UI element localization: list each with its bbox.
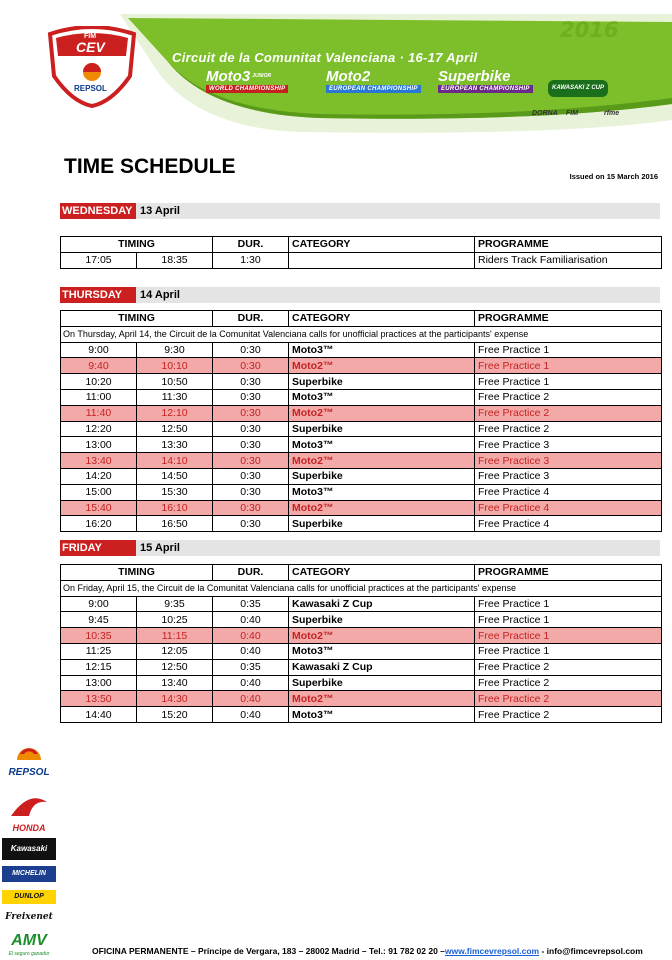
category: Moto2™ (289, 453, 475, 469)
category: Superbike (289, 675, 475, 691)
moto3-name: Moto3 (206, 68, 251, 85)
duration: 0:30 (213, 342, 289, 358)
category: Moto3™ (289, 643, 475, 659)
repsol-text: REPSOL (8, 767, 50, 778)
category: Kawasaki Z Cup (289, 596, 475, 612)
start-time: 15:00 (61, 484, 137, 500)
day-date: 14 April (140, 289, 180, 301)
end-time: 9:30 (137, 342, 213, 358)
end-time: 13:30 (137, 437, 213, 453)
table-row (61, 453, 662, 469)
programme: Free Practice 2 (475, 707, 662, 723)
kawasaki-cup-logo (548, 78, 608, 97)
moto3-suffix: JUNIOR (252, 73, 272, 79)
programme: Free Practice 1 (475, 628, 662, 644)
category: Moto2™ (289, 358, 475, 374)
dunlop-sponsor-logo: DUNLOP (2, 890, 56, 904)
issued-date: Issued on 15 March 2016 (569, 172, 658, 181)
duration: 0:40 (213, 643, 289, 659)
category: Superbike (289, 374, 475, 390)
footer-website-link[interactable]: www.fimcevrepsol.com (444, 946, 540, 956)
end-time: 12:10 (137, 405, 213, 421)
programme: Free Practice 2 (475, 675, 662, 691)
start-time: 14:20 (61, 468, 137, 484)
amv-tagline: El seguro ganador (8, 951, 50, 957)
schedule-table-thursday (60, 310, 662, 532)
day-header-wednesday (60, 203, 660, 219)
superbike-sub: EUROPEAN CHAMPIONSHIP (438, 85, 533, 93)
logo-sponsor-text: REPSOL (74, 84, 107, 93)
header-category: CATEGORY (289, 237, 475, 253)
end-time: 18:35 (137, 252, 213, 268)
season-year: 2016 (560, 18, 619, 42)
category: Superbike (289, 516, 475, 532)
category: Moto2™ (289, 628, 475, 644)
table-row (61, 516, 662, 532)
table-row (61, 484, 662, 500)
amv-sponsor-logo: AMV (11, 932, 47, 949)
table-row (61, 628, 662, 644)
moto2-logo (326, 70, 421, 93)
programme: Free Practice 3 (475, 468, 662, 484)
header-category: CATEGORY (289, 565, 475, 581)
organiser-rfme: rfme (604, 110, 620, 117)
header-banner (0, 0, 672, 140)
table-row (61, 252, 662, 268)
end-time: 10:10 (137, 358, 213, 374)
end-time: 9:35 (137, 596, 213, 612)
duration: 0:30 (213, 453, 289, 469)
category: Moto3™ (289, 342, 475, 358)
day-date: 15 April (140, 542, 180, 554)
start-time: 13:40 (61, 453, 137, 469)
schedule-table-wednesday (60, 236, 662, 269)
start-time: 9:00 (61, 596, 137, 612)
kawasaki-cup-name: KAWASAKI Z CUP (548, 80, 608, 97)
start-time: 11:25 (61, 643, 137, 659)
programme: Free Practice 2 (475, 389, 662, 405)
start-time: 14:40 (61, 707, 137, 723)
duration: 0:30 (213, 389, 289, 405)
programme: Free Practice 1 (475, 596, 662, 612)
table-row (61, 437, 662, 453)
programme: Free Practice 2 (475, 421, 662, 437)
programme: Free Practice 4 (475, 516, 662, 532)
start-time: 15:40 (61, 500, 137, 516)
start-time: 9:45 (61, 612, 137, 628)
duration: 1:30 (213, 252, 289, 268)
honda-wing-icon (9, 794, 49, 818)
category: Moto3™ (289, 389, 475, 405)
notice-text: On Friday, April 15, the Circuit de la Comunitat Valenciana calls for unofficial practices at the participants' expense (61, 580, 662, 596)
table-row (61, 389, 662, 405)
programme: Free Practice 4 (475, 500, 662, 516)
table-header-row (61, 311, 662, 327)
cev-repsol-logo (42, 26, 142, 108)
organiser-fim: FIM (566, 110, 579, 117)
category (289, 252, 475, 268)
end-time: 15:20 (137, 707, 213, 723)
day-label: WEDNESDAY (60, 203, 136, 219)
table-row (61, 691, 662, 707)
programme: Free Practice 1 (475, 374, 662, 390)
header-timing: TIMING (61, 565, 213, 581)
repsol-flame-icon (14, 740, 44, 762)
honda-text: HONDA (12, 823, 46, 833)
end-time: 14:10 (137, 453, 213, 469)
start-time: 11:40 (61, 405, 137, 421)
table-row (61, 707, 662, 723)
end-time: 16:50 (137, 516, 213, 532)
moto2-sub: EUROPEAN CHAMPIONSHIP (326, 85, 421, 93)
category: Moto2™ (289, 405, 475, 421)
superbike-logo (438, 70, 533, 93)
event-circuit-date: Circuit de la Comunitat Valenciana · 16-17 April (172, 50, 478, 65)
start-time: 9:40 (61, 358, 137, 374)
table-row (61, 342, 662, 358)
footer-label: OFICINA PERMANENTE (92, 946, 189, 956)
duration: 0:30 (213, 421, 289, 437)
table-row (61, 659, 662, 675)
end-time: 11:30 (137, 389, 213, 405)
superbike-name: Superbike (438, 68, 511, 85)
organiser-dorna: DORNA (532, 110, 558, 117)
start-time: 10:35 (61, 628, 137, 644)
table-row (61, 374, 662, 390)
start-time: 13:00 (61, 675, 137, 691)
programme: Free Practice 4 (475, 484, 662, 500)
table-row (61, 596, 662, 612)
logo-org-text: FIM (84, 33, 97, 40)
header-programme: PROGRAMME (475, 565, 662, 581)
kawasaki-sponsor-logo: Kawasaki (2, 838, 56, 860)
page-title: TIME SCHEDULE (64, 155, 236, 178)
duration: 0:35 (213, 659, 289, 675)
duration: 0:30 (213, 468, 289, 484)
category: Moto2™ (289, 691, 475, 707)
duration: 0:40 (213, 612, 289, 628)
table-header-row (61, 565, 662, 581)
duration: 0:30 (213, 358, 289, 374)
duration: 0:30 (213, 374, 289, 390)
honda-sponsor-logo (2, 794, 56, 834)
programme: Free Practice 2 (475, 659, 662, 675)
end-time: 15:30 (137, 484, 213, 500)
day-date: 13 April (140, 205, 180, 217)
category: Kawasaki Z Cup (289, 659, 475, 675)
duration: 0:40 (213, 707, 289, 723)
day-label: FRIDAY (60, 540, 136, 556)
table-row (61, 643, 662, 659)
programme: Free Practice 2 (475, 691, 662, 707)
start-time: 12:15 (61, 659, 137, 675)
programme: Free Practice 2 (475, 405, 662, 421)
footer-email[interactable]: - info@fimcevrepsol.com (539, 946, 643, 956)
header-programme: PROGRAMME (475, 237, 662, 253)
end-time: 14:30 (137, 691, 213, 707)
end-time: 11:15 (137, 628, 213, 644)
schedule-table-friday (60, 564, 662, 723)
header-programme: PROGRAMME (475, 311, 662, 327)
unofficial-practice-notice (61, 580, 662, 596)
end-time: 12:05 (137, 643, 213, 659)
duration: 0:30 (213, 516, 289, 532)
table-row (61, 675, 662, 691)
start-time: 13:50 (61, 691, 137, 707)
start-time: 11:00 (61, 389, 137, 405)
end-time: 10:25 (137, 612, 213, 628)
table-row (61, 612, 662, 628)
table-header-row (61, 237, 662, 253)
unofficial-practice-notice (61, 326, 662, 342)
programme: Free Practice 1 (475, 358, 662, 374)
start-time: 10:20 (61, 374, 137, 390)
footer-contact (92, 946, 643, 956)
programme: Riders Track Familiarisation (475, 252, 662, 268)
header-timing: TIMING (61, 237, 213, 253)
category: Superbike (289, 421, 475, 437)
logo-name-text: CEV (76, 39, 105, 55)
duration: 0:30 (213, 405, 289, 421)
programme: Free Practice 1 (475, 342, 662, 358)
category: Superbike (289, 468, 475, 484)
end-time: 12:50 (137, 421, 213, 437)
duration: 0:30 (213, 500, 289, 516)
table-row (61, 500, 662, 516)
start-time: 9:00 (61, 342, 137, 358)
duration: 0:30 (213, 437, 289, 453)
table-row (61, 421, 662, 437)
header-timing: TIMING (61, 311, 213, 327)
table-row (61, 405, 662, 421)
end-time: 16:10 (137, 500, 213, 516)
day-header-friday (60, 540, 660, 556)
category: Superbike (289, 612, 475, 628)
moto3-sub: WORLD CHAMPIONSHIP (206, 85, 288, 93)
duration: 0:40 (213, 691, 289, 707)
programme: Free Practice 1 (475, 612, 662, 628)
michelin-sponsor-logo: MICHELIN (2, 866, 56, 882)
header-category: CATEGORY (289, 311, 475, 327)
duration: 0:35 (213, 596, 289, 612)
header-duration: DUR. (213, 237, 289, 253)
day-header-thursday (60, 287, 660, 303)
end-time: 14:50 (137, 468, 213, 484)
header-duration: DUR. (213, 311, 289, 327)
moto2-name: Moto2 (326, 68, 371, 85)
programme: Free Practice 3 (475, 437, 662, 453)
moto3-logo (206, 70, 288, 93)
end-time: 13:40 (137, 675, 213, 691)
programme: Free Practice 1 (475, 643, 662, 659)
programme: Free Practice 3 (475, 453, 662, 469)
category: Moto2™ (289, 500, 475, 516)
table-row (61, 468, 662, 484)
start-time: 16:20 (61, 516, 137, 532)
footer-address: – Príncipe de Vergara, 183 – 28002 Madrid – Tel.: 91 782 02 20 – (188, 946, 445, 956)
end-time: 12:50 (137, 659, 213, 675)
start-time: 13:00 (61, 437, 137, 453)
category: Moto3™ (289, 484, 475, 500)
category: Moto3™ (289, 437, 475, 453)
category: Moto3™ (289, 707, 475, 723)
duration: 0:40 (213, 675, 289, 691)
end-time: 10:50 (137, 374, 213, 390)
notice-text: On Thursday, April 14, the Circuit de la Comunitat Valenciana calls for unofficial practices at the participants' expense (61, 326, 662, 342)
duration: 0:30 (213, 484, 289, 500)
start-time: 17:05 (61, 252, 137, 268)
freixenet-sponsor-logo: Freixenet (5, 912, 53, 922)
duration: 0:40 (213, 628, 289, 644)
table-row (61, 358, 662, 374)
day-label: THURSDAY (60, 287, 136, 303)
repsol-sponsor-logo (2, 740, 56, 780)
start-time: 12:20 (61, 421, 137, 437)
header-duration: DUR. (213, 565, 289, 581)
